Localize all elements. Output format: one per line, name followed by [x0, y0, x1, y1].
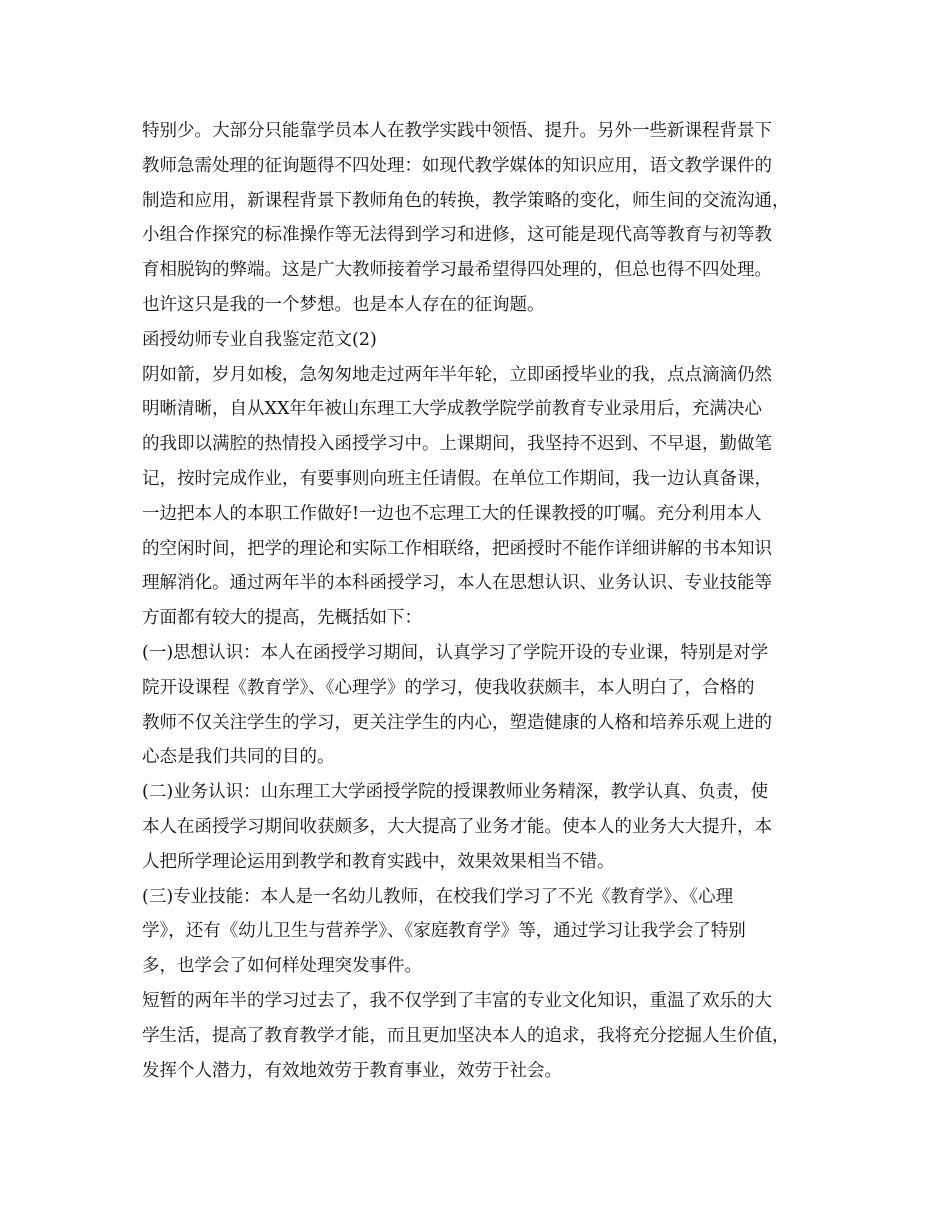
text-line: 理解消化。通过两年半的本科函授学习，本人在思想认识、业务认识、专业技能等	[142, 573, 772, 594]
section-heading: 函授幼师专业自我鉴定范文(2)	[142, 329, 377, 350]
text-line: 院开设课程《教育学》、《心理学》的学习，使我收获颇丰，本人明白了，合格的	[142, 677, 755, 698]
text-line: 人把所学理论运用到教学和教育实践中，效果效果相当不错。	[142, 851, 615, 872]
text-line: 教师急需处理的征询题得不四处理：如现代教学媒体的知识应用，语文教学课件的	[142, 155, 772, 176]
text-line: 心态是我们共同的目的。	[142, 747, 335, 768]
text-line: 多，也学会了如何样处理突发事件。	[142, 956, 422, 977]
text-line: 也许这只是我的一个梦想。也是本人存在的征询题。	[142, 294, 545, 315]
text-line: 的我即以满腔的热情投入函授学习中。上课期间，我坚持不迟到、不早退，勤做笔	[142, 434, 772, 455]
text-line: 小组合作探究的标准操作等无法得到学习和进修，这可能是现代高等教育与初等教	[142, 225, 772, 246]
text-line: 学》，还有《幼儿卫生与营养学》、《家庭教育学》等，通过学习让我学会了特别	[142, 921, 746, 942]
text-line: (一)思想认识：本人在函授学习期间，认真学习了学院开设的专业课，特别是对学	[142, 642, 769, 663]
text-line: 学生活，提高了教育教学才能，而且更加坚决本人的追求，我将充分挖掘人生价值，	[142, 1025, 790, 1046]
text-line: (三)专业技能：本人是一名幼儿教师，在校我们学习了不光《教育学》、《心理	[142, 886, 734, 907]
text-line: 本人在函授学习期间收获颇多，大大提高了业务才能。使本人的业务大大提升，本	[142, 816, 772, 837]
text-line: 明晰清晰，自从XX年年被山东理工大学成教学院学前教育专业录用后，充满决心	[142, 399, 762, 420]
text-line: 教师不仅关注学生的学习，更关注学生的内心，塑造健康的人格和培养乐观上进的	[142, 712, 772, 733]
text-line: 短暂的两年半的学习过去了，我不仅学到了丰富的专业文化知识，重温了欢乐的大	[142, 990, 772, 1011]
text-line: 一边把本人的本职工作做好!一边也不忘理工大的任课教授的叮嘱。充分利用本人	[142, 503, 762, 524]
text-line: (二)业务认识：山东理工大学函授学院的授课教师业务精深，教学认真、负责，使	[142, 782, 769, 803]
text-line: 发挥个人潜力，有效地效劳于教育事业，效劳于社会。	[142, 1060, 562, 1081]
document-body	[142, 114, 822, 1088]
text-line: 的空闲时间，把学的理论和实际工作相联络，把函授时不能作详细讲解的书本知识	[142, 538, 772, 559]
text-line: 育相脱钩的弊端。这是广大教师接着学习最希望得四处理的，但总也得不四处理。	[142, 260, 772, 281]
text-line: 记，按时完成作业，有要事则向班主任请假。在单位工作期间，我一边认真备课，	[142, 468, 772, 489]
text-line: 阴如箭，岁月如梭，急匆匆地走过两年半年轮，立即函授毕业的我，点点滴滴仍然	[142, 364, 772, 385]
text-line: 制造和应用，新课程背景下教师角色的转换，教学策略的变化，师生间的交流沟通，	[142, 190, 790, 211]
text-line: 方面都有较大的提高，先概括如下：	[142, 608, 422, 629]
text-line: 特别少。大部分只能靠学员本人在教学实践中领悟、提升。另外一些新课程背景下	[142, 121, 772, 141]
